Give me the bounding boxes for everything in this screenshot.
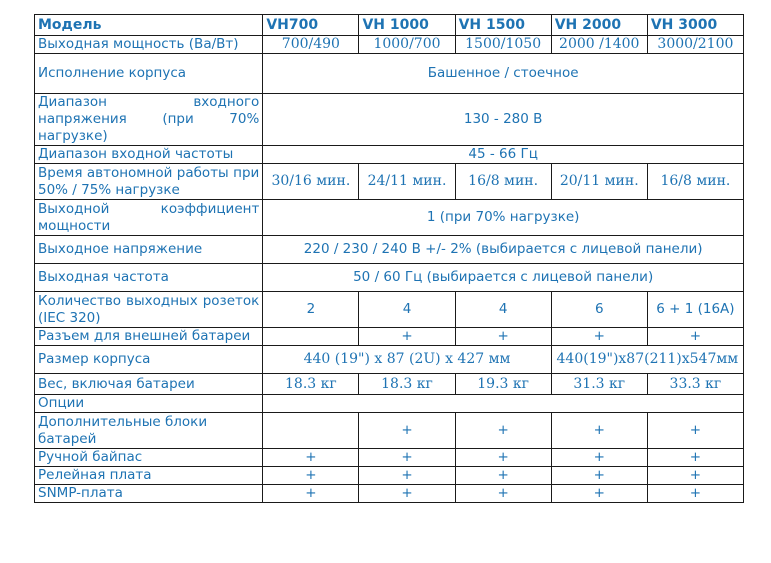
row-label: Ручной байпас (35, 449, 263, 467)
row-label: Диапазон входной частоты (35, 146, 263, 164)
cell-value: 6 (551, 292, 647, 328)
cell-value: + (359, 449, 455, 467)
header-model-2: VH 1000 (359, 15, 455, 36)
cell-value: 16/8 мин. (455, 164, 551, 200)
row-output-voltage (35, 236, 744, 264)
cell-value: Башенное / стоечное (263, 54, 744, 94)
header-model-label: Модель (35, 15, 263, 36)
cell-empty (263, 395, 744, 413)
cell-value: 31.3 кг (551, 374, 647, 395)
cell-value: 6 + 1 (16А) (647, 292, 743, 328)
cell-value: 16/8 мин. (647, 164, 743, 200)
cell-value: 440(19")x87(211)x547мм (551, 346, 743, 374)
cell-value: 18.3 кг (359, 374, 455, 395)
header-model-4: VH 2000 (551, 15, 647, 36)
cell-value: 700/490 (263, 36, 359, 54)
cell-value: + (647, 467, 743, 485)
cell-value: 4 (359, 292, 455, 328)
cell-value: 1000/700 (359, 36, 455, 54)
cell-value: + (647, 413, 743, 449)
cell-value: + (455, 328, 551, 346)
row-label: Количество выходных розеток (IEC 320) (35, 292, 263, 328)
row-snmp (35, 485, 744, 503)
header-row (35, 15, 744, 36)
cell-value: + (551, 328, 647, 346)
cell-value: + (551, 467, 647, 485)
cell-value: 4 (455, 292, 551, 328)
cell-value: 1 (при 70% нагрузке) (263, 200, 744, 236)
cell-value: + (455, 485, 551, 503)
row-label: Вес, включая батареи (35, 374, 263, 395)
cell-value: + (551, 413, 647, 449)
cell-value: + (455, 449, 551, 467)
row-extra-batteries (35, 413, 744, 449)
cell-value: 30/16 мин. (263, 164, 359, 200)
cell-value: 50 / 60 Гц (выбирается с лицевой панели) (263, 264, 744, 292)
cell-value: 220 / 230 / 240 В +/- 2% (выбирается с лицевой панели) (263, 236, 744, 264)
row-runtime (35, 164, 744, 200)
row-power-factor (35, 200, 744, 236)
cell-value: 20/11 мин. (551, 164, 647, 200)
cell-value: + (359, 413, 455, 449)
header-model-5: VH 3000 (647, 15, 743, 36)
cell-value: + (647, 485, 743, 503)
cell-value: + (647, 449, 743, 467)
cell-value: 1500/1050 (455, 36, 551, 54)
row-label: Выходная частота (35, 264, 263, 292)
row-label: Выходное напряжение (35, 236, 263, 264)
cell-value: 3000/2100 (647, 36, 743, 54)
row-outlets (35, 292, 744, 328)
cell-value: + (263, 449, 359, 467)
row-label: Диапазон входного напряжения (при 70% нагрузке) (35, 94, 263, 146)
cell-value (263, 413, 359, 449)
row-label: Опции (35, 395, 263, 413)
header-model-3: VH 1500 (455, 15, 551, 36)
row-label: Время автономной работы при 50% / 75% нагрузке (35, 164, 263, 200)
row-label: Выходной коэффициент мощности (35, 200, 263, 236)
cell-value: + (647, 328, 743, 346)
row-label: Дополнительные блоки батарей (35, 413, 263, 449)
cell-value: + (455, 413, 551, 449)
cell-value: + (359, 485, 455, 503)
row-label: Исполнение корпуса (35, 54, 263, 94)
cell-value: 440 (19") x 87 (2U) x 427 мм (263, 346, 551, 374)
cell-value: + (359, 467, 455, 485)
row-relay (35, 467, 744, 485)
cell-value: + (551, 449, 647, 467)
cell-value: 2000 /1400 (551, 36, 647, 54)
cell-value: + (551, 485, 647, 503)
cell-value (263, 328, 359, 346)
row-weight (35, 374, 744, 395)
cell-value: 33.3 кг (647, 374, 743, 395)
row-label: Релейная плата (35, 467, 263, 485)
header-model-1: VH700 (263, 15, 359, 36)
cell-value: 45 - 66 Гц (263, 146, 744, 164)
row-label: Размер корпуса (35, 346, 263, 374)
spec-table (34, 14, 744, 503)
cell-value: 130 - 280 В (263, 94, 744, 146)
row-bypass (35, 449, 744, 467)
row-label: Выходная мощность (Ва/Вт) (35, 36, 263, 54)
cell-value: 19.3 кг (455, 374, 551, 395)
cell-value: 24/11 мин. (359, 164, 455, 200)
row-ext-battery (35, 328, 744, 346)
row-input-voltage (35, 94, 744, 146)
row-dimensions (35, 346, 744, 374)
row-output-frequency (35, 264, 744, 292)
cell-value: 18.3 кг (263, 374, 359, 395)
row-input-frequency (35, 146, 744, 164)
row-label: SNMP-плата (35, 485, 263, 503)
cell-value: 2 (263, 292, 359, 328)
cell-value: + (263, 467, 359, 485)
cell-value: + (359, 328, 455, 346)
row-form-factor (35, 54, 744, 94)
cell-value: + (263, 485, 359, 503)
cell-value: + (455, 467, 551, 485)
row-output-power (35, 36, 744, 54)
row-options (35, 395, 744, 413)
row-label: Разъем для внешней батареи (35, 328, 263, 346)
